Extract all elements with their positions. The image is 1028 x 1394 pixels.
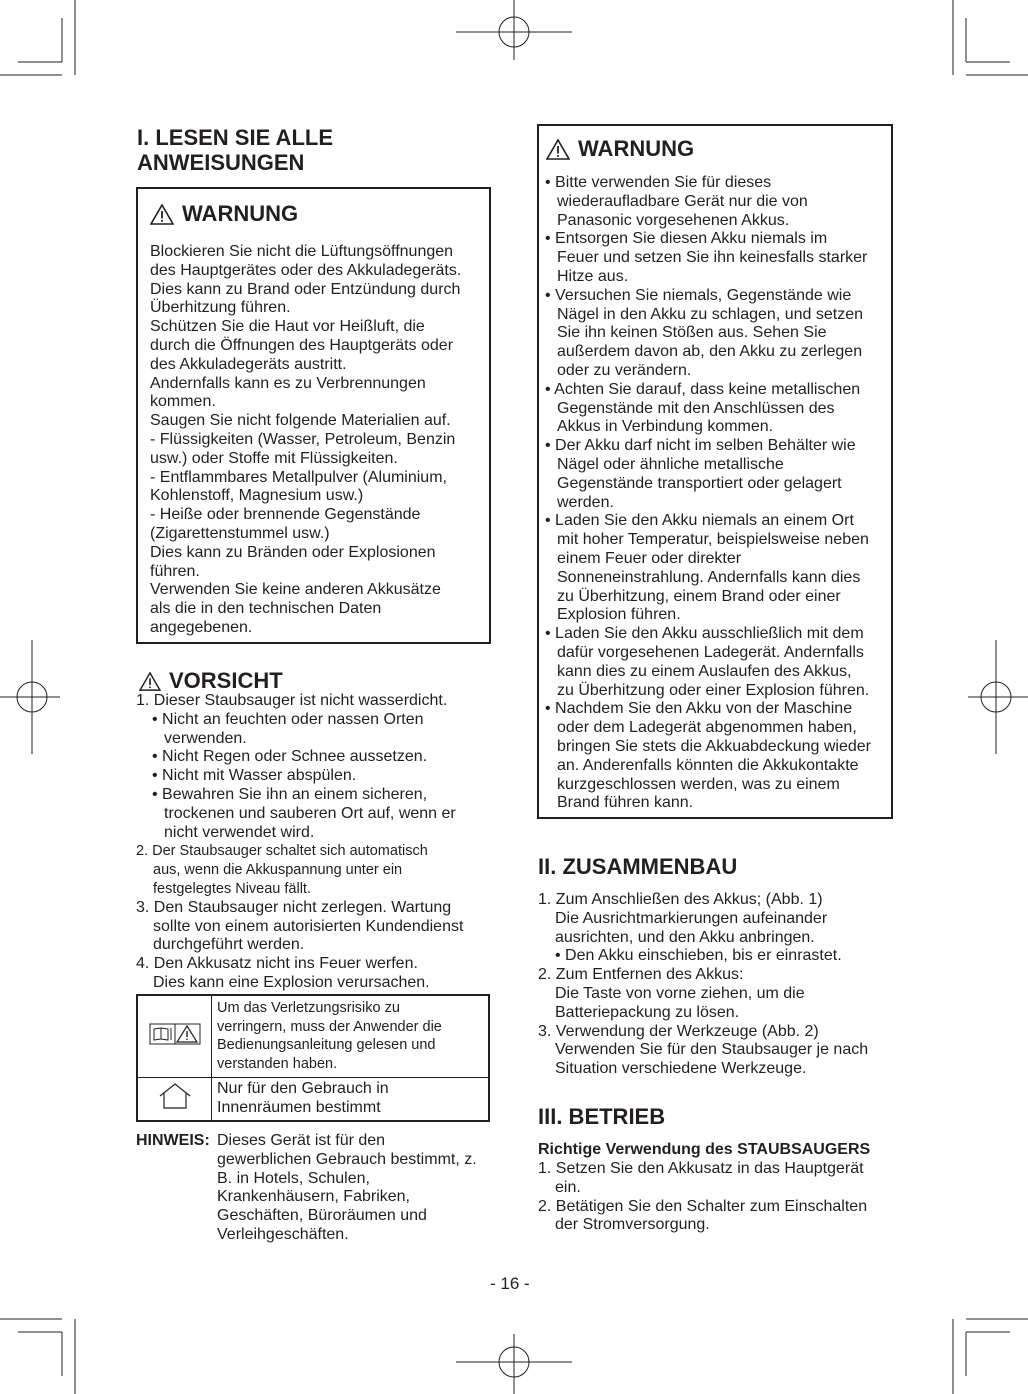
text-line: (Zigarettenstummel usw.)	[150, 524, 330, 542]
text-line: an. Anderenfalls könnten die Akkukontakte	[557, 756, 859, 774]
text-line: • Entsorgen Sie diesen Akku niemals im	[545, 230, 828, 248]
text-line: Schützen Sie die Haut vor Heißluft, die	[150, 318, 425, 336]
page-number: - 16 -	[490, 1274, 530, 1293]
symbol-cell-indoor	[137, 1077, 212, 1121]
text-line: 1. Zum Anschließen des Akkus; (Abb. 1)	[538, 891, 823, 908]
text-line: Andernfalls kann es zu Verbrennungen	[150, 374, 426, 392]
text-line: Gegenstände transportiert oder gelagert	[557, 474, 842, 492]
text-line: mit hoher Temperatur, beispielsweise neben	[557, 531, 869, 549]
warning-bullet-list	[545, 174, 871, 813]
text-line: • Laden Sie den Akku ausschließlich mit dem	[545, 625, 864, 643]
text-line: kommen.	[150, 393, 216, 411]
warning-box-left	[136, 187, 491, 644]
text-line: Verwenden Sie keine anderen Akkusätze	[150, 581, 441, 599]
text-line: • Laden Sie den Akku niemals an einem Ort	[545, 512, 854, 530]
warning-triangle-icon	[150, 204, 174, 225]
text-line: Blockieren Sie nicht die Lüftungsöffnungen	[150, 243, 454, 260]
assembly-steps	[538, 891, 868, 1079]
text-line: Batteriepackung zu lösen.	[555, 1003, 740, 1021]
text-line: durch die Öffnungen des Hauptgeräts oder	[150, 336, 454, 354]
text-line: ausrichten, und den Akku anbringen.	[555, 928, 815, 946]
text-line: festgelegtes Niveau fällt.	[153, 880, 311, 897]
text-line: oder zu verändern.	[557, 361, 692, 379]
text-line: wiederaufladbare Gerät nur die von	[557, 192, 808, 210]
text-line: Saugen Sie nicht folgende Materialien auf.	[150, 412, 451, 430]
text-line: Sie ihn keinen Stößen aus. Sehen Sie	[557, 324, 827, 342]
warning-triangle-icon	[546, 139, 570, 160]
text-line: Krankenhäusern, Fabriken,	[217, 1188, 410, 1206]
text-line: Dies kann zu Brand oder Entzündung durch	[150, 280, 461, 298]
section-title-read-instructions: I. LESEN SIE ALLE ANWEISUNGEN	[137, 125, 333, 175]
text-line: Dies kann eine Explosion verursachen.	[153, 973, 430, 991]
text-line: des Akkuladegeräts austritt.	[150, 355, 347, 373]
symbol-text-indoor: Nur für den Gebrauch in Innenräumen bestimmt	[212, 1077, 490, 1121]
text-line: • Bitte verwenden Sie für dieses	[545, 174, 772, 191]
text-line: Akkus in Verbindung kommen.	[557, 418, 774, 436]
text-line: 4. Den Akkusatz nicht ins Feuer werfen.	[136, 955, 418, 973]
text-line: sollte von einem autorisierten Kundendienst	[153, 917, 464, 935]
text-line: Panasonic vorgesehenen Akkus.	[557, 211, 790, 229]
symbol-table	[136, 994, 490, 1122]
text-line: angegebenen.	[150, 618, 253, 636]
note-label: HINWEIS:	[136, 1132, 210, 1149]
text-line: • Nachdem Sie den Akku von der Maschine	[545, 700, 853, 718]
text-line: 2. Zum Entfernen des Akkus:	[538, 966, 744, 984]
warning-heading: WARNUNG	[150, 201, 298, 227]
text-line: Brand führen kann.	[557, 794, 694, 812]
text-line: Gegenstände mit den Anschlüssen des	[557, 399, 835, 417]
text-line: • Achten Sie darauf, dass keine metallischen	[545, 380, 861, 398]
symbol-cell-manual	[137, 995, 212, 1077]
text-line: Feuer und setzen Sie ihn keinesfalls starker	[557, 249, 868, 267]
text-line: trockenen und sauberen Ort auf, wenn er	[164, 804, 456, 822]
text-line: Nägel in den Akku zu schlagen, und setzen	[557, 305, 863, 323]
read-manual-warning-icon	[149, 1023, 201, 1045]
section-title-operation: III. BETRIEB	[538, 1104, 666, 1129]
text-line: Dies kann zu Bränden oder Explosionen	[150, 543, 436, 561]
text-line: Nägel oder ähnliche metallische	[557, 455, 784, 473]
text-line: • Nicht an feuchten oder nassen Orten	[152, 710, 424, 728]
text-line: aus, wenn die Akkuspannung unter ein	[153, 862, 403, 879]
text-line: B. in Hotels, Schulen,	[217, 1169, 370, 1187]
text-line: außerdem davon ab, den Akku zu zerlegen	[557, 343, 863, 361]
text-line: Die Taste von vorne ziehen, um die	[555, 984, 805, 1002]
text-line: Dieses Gerät ist für den	[217, 1132, 386, 1149]
text-line: Die Ausrichtmarkierungen aufeinander	[555, 909, 828, 927]
text-line: Situation verschiedene Werkzeuge.	[555, 1060, 807, 1078]
text-line: oder dem Ladegerät abgenommen haben,	[557, 719, 857, 737]
text-line: 3. Den Staubsauger nicht zerlegen. Wartung	[136, 898, 452, 916]
text-line: kann dies zu einem Auslaufen des Akkus,	[557, 662, 852, 680]
warning-box-right	[537, 124, 893, 819]
text-line: als die in den technischen Daten	[150, 600, 382, 618]
text-line: zu Überhitzung, einem Brand oder einer	[557, 587, 841, 605]
text-line: des Hauptgerätes oder des Akkuladegeräts.	[150, 261, 462, 279]
warning-heading: WARNUNG	[546, 136, 694, 162]
text-line: durchgeführt werden.	[153, 936, 305, 954]
indoor-house-icon	[158, 1082, 192, 1110]
text-line: 3. Verwendung der Werkzeuge (Abb. 2)	[538, 1022, 819, 1040]
text-line: führen.	[150, 562, 200, 580]
text-line: Sonneneinstrahlung. Andernfalls kann dies	[557, 568, 861, 586]
text-line: werden.	[557, 493, 614, 511]
text-line: • Nicht mit Wasser abspülen.	[152, 767, 357, 785]
text-line: Hitze aus.	[557, 267, 629, 285]
text-line: Überhitzung führen.	[150, 299, 291, 317]
warning-text	[150, 243, 461, 638]
text-line: zu Überhitzung oder einer Explosion führen.	[557, 681, 870, 699]
text-line: • Den Akku einschieben, bis er einrastet.	[555, 947, 842, 965]
text-line: Kohlenstoff, Magnesium usw.)	[150, 487, 364, 505]
text-line: - Flüssigkeiten (Wasser, Petroleum, Benzin	[150, 430, 456, 448]
text-line: einem Feuer oder direkter	[557, 549, 742, 567]
symbol-text-manual: Um das Verletzungsrisiko zu verringern, muss der Anwender die Bedienungsanleitung gelesen und verstanden haben.	[212, 995, 490, 1077]
text-line: • Versuchen Sie niemals, Gegenstände wie	[545, 286, 852, 304]
text-line: • Nicht Regen oder Schnee aussetzen.	[152, 748, 428, 766]
text-line: gewerblichen Gebrauch bestimmt, z.	[217, 1150, 477, 1168]
caution-heading: VORSICHT	[139, 668, 283, 694]
text-line: ein.	[555, 1178, 581, 1196]
text-line: verwenden.	[164, 729, 247, 747]
text-line: Verwenden Sie für den Staubsauger je nach	[555, 1041, 869, 1059]
caution-list	[136, 692, 463, 993]
text-line: 1. Dieser Staubsauger ist nicht wasserdicht.	[136, 692, 448, 709]
text-line: 1. Setzen Sie den Akkusatz in das Hauptgerät	[538, 1160, 864, 1177]
warning-triangle-icon	[139, 672, 161, 691]
note-text	[217, 1132, 477, 1245]
text-line: Explosion führen.	[557, 606, 681, 624]
operation-steps	[538, 1160, 867, 1235]
text-line: usw.) oder Stoffe mit Flüssigkeiten.	[150, 449, 398, 467]
text-line: nicht verwendet wird.	[164, 823, 315, 841]
text-line: 2. Betätigen Sie den Schalter zum Einschalten	[538, 1197, 868, 1215]
text-line: Verleihgeschäften.	[217, 1225, 349, 1243]
text-line: Geschäften, Büroräumen und	[217, 1207, 427, 1225]
section-title-assembly: II. ZUSAMMENBAU	[538, 854, 738, 879]
text-line: - Entflammbares Metallpulver (Aluminium,	[150, 468, 447, 486]
text-line: der Stromversorgung.	[555, 1216, 710, 1234]
text-line: - Heiße oder brennende Gegenstände	[150, 506, 421, 524]
text-line: • Bewahren Sie ihn an einem sicheren,	[152, 785, 428, 803]
text-line: 2. Der Staubsauger schaltet sich automatisch	[136, 843, 428, 860]
text-line: • Der Akku darf nicht im selben Behälter wie	[545, 437, 856, 455]
operation-subtitle: Richtige Verwendung des STAUBSAUGERS	[538, 1141, 871, 1158]
text-line: kurzgeschlossen werden, was zu einem	[557, 775, 840, 793]
text-line: bringen Sie stets die Akkuabdeckung wieder	[557, 737, 871, 755]
text-line: dafür vorgesehenen Ladegerät. Andernfalls	[557, 643, 864, 661]
